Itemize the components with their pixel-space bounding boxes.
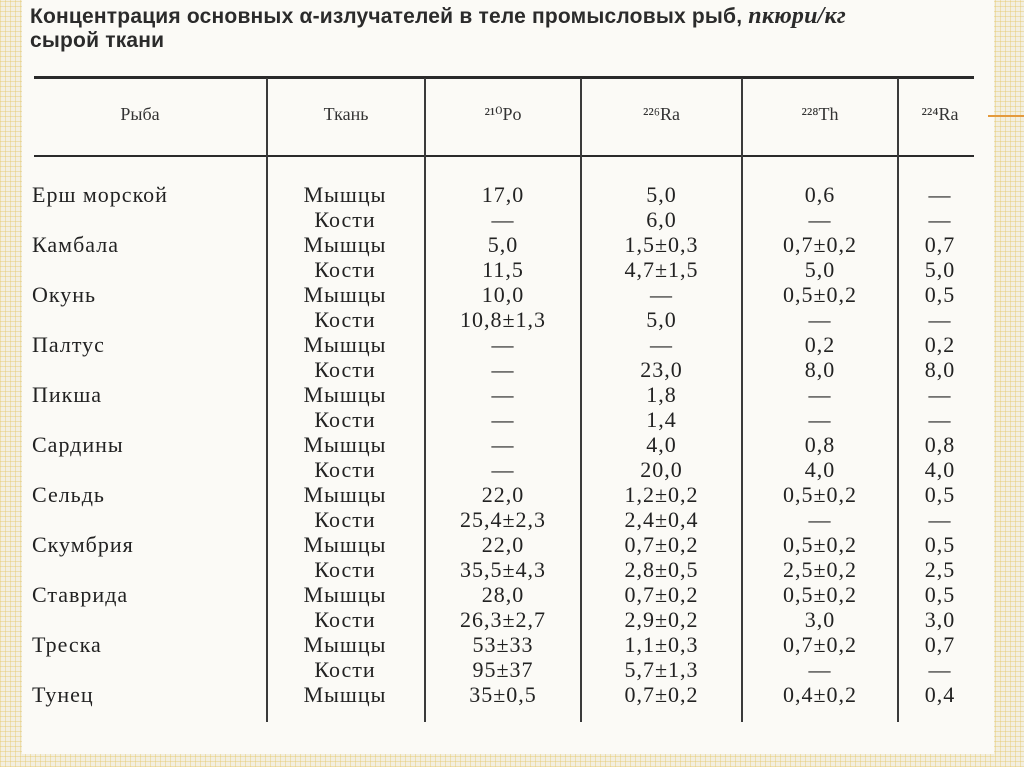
column-divider (741, 78, 743, 722)
cell-ra224: — (928, 307, 952, 332)
cell-ra226: 6,0 (646, 207, 677, 232)
cell-po210: 95±37 (472, 657, 534, 682)
cell-ra226: — (650, 332, 673, 357)
cell-th228: 0,4±0,2 (782, 682, 858, 707)
cell-ra224: 0,2 (924, 332, 956, 357)
cell-ra226: 4,0 (646, 432, 677, 457)
column-divider (424, 78, 426, 722)
cell-tissue: Кости (314, 407, 376, 432)
cell-po210: — (491, 207, 515, 232)
header-po210: ²¹⁰Po (484, 104, 522, 124)
cell-ra226: 1,5±0,3 (624, 232, 699, 257)
cell-ra226: 0,7±0,2 (624, 682, 699, 707)
cell-th228: — (808, 407, 832, 432)
cell-po210: 11,5 (482, 257, 524, 282)
cell-ra226: 0,7±0,2 (624, 532, 699, 557)
cell-po210: 10,0 (481, 282, 525, 307)
cell-ra224: — (928, 182, 952, 207)
cell-th228: 2,5±0,2 (782, 557, 858, 582)
cell-tissue: Мышцы (303, 182, 387, 207)
column-divider (266, 78, 268, 722)
cell-tissue: Кости (314, 657, 376, 682)
cell-tissue: Мышцы (303, 382, 387, 407)
cell-tissue: Кости (314, 257, 376, 282)
cell-tissue: Кости (314, 507, 376, 532)
cell-th228: 4,0 (804, 457, 836, 482)
cell-tissue: Мышцы (303, 532, 387, 557)
cell-po210: 22,0 (481, 532, 525, 557)
column-divider (897, 78, 899, 722)
cell-ra224: 3,0 (924, 607, 956, 632)
cell-po210: 35±0,5 (469, 682, 537, 707)
cell-ra224: 0,7 (924, 232, 956, 257)
cell-po210: 25,4±2,3 (459, 507, 547, 532)
cell-ra224: — (928, 657, 952, 682)
cell-ra226: 5,0 (646, 182, 677, 207)
header-tissue: Ткань (323, 104, 369, 124)
cell-tissue: Мышцы (303, 332, 387, 357)
cell-po210: — (491, 407, 515, 432)
cell-ra226: 5,0 (646, 307, 677, 332)
cell-th228: — (808, 657, 832, 682)
cell-ra224: 0,5 (924, 582, 956, 607)
header-th228: ²²⁸Th (801, 104, 839, 124)
cell-tissue: Кости (314, 357, 376, 382)
cell-ra226: 1,1±0,3 (624, 632, 699, 657)
cell-po210: — (491, 457, 515, 482)
cell-th228: 0,5±0,2 (782, 532, 858, 557)
cell-th228: 0,5±0,2 (782, 482, 858, 507)
cell-ra226: 1,8 (646, 382, 677, 407)
cell-ra226: 2,9±0,2 (624, 607, 699, 632)
cell-ra224: 0,4 (924, 682, 956, 707)
cell-po210: 28,0 (481, 582, 525, 607)
cell-tissue: Мышцы (303, 582, 387, 607)
column-divider (580, 78, 582, 722)
cell-th228: 0,5±0,2 (782, 582, 858, 607)
header-fish: Рыба (120, 104, 160, 124)
cell-po210: 17,0 (481, 182, 525, 207)
caption-unit: пкюри/кг (748, 3, 846, 29)
cell-fish: Треска (32, 632, 102, 657)
cell-th228: 0,5±0,2 (782, 282, 858, 307)
cell-fish: Тунец (32, 682, 94, 707)
cell-ra224: — (928, 382, 952, 407)
cell-tissue: Мышцы (303, 682, 387, 707)
cell-th228: — (808, 307, 832, 332)
cell-ra224: 5,0 (924, 257, 956, 282)
cell-po210: — (491, 432, 515, 457)
cell-tissue: Кости (314, 607, 376, 632)
cell-tissue: Мышцы (303, 482, 387, 507)
cell-po210: — (491, 382, 515, 407)
cell-ra226: — (650, 282, 673, 307)
cell-th228: 3,0 (804, 607, 836, 632)
cell-th228: — (808, 382, 832, 407)
cell-th228: 8,0 (804, 357, 836, 382)
cell-ra224: 0,5 (924, 532, 956, 557)
table-top-rule (34, 76, 974, 79)
cell-ra224: — (928, 407, 952, 432)
cell-ra226: 0,7±0,2 (624, 582, 699, 607)
slide-accent-line (988, 115, 1024, 117)
cell-ra226: 4,7±1,5 (624, 257, 699, 282)
cell-po210: — (491, 332, 515, 357)
cell-th228: 0,2 (804, 332, 836, 357)
cell-tissue: Кости (314, 307, 376, 332)
caption-line2: сырой ткани (30, 29, 165, 52)
cell-po210: 10,8±1,3 (459, 307, 547, 332)
cell-th228: 5,0 (804, 257, 836, 282)
cell-tissue: Кости (314, 207, 376, 232)
cell-fish: Сардины (32, 432, 124, 457)
cell-ra224: 0,7 (924, 632, 956, 657)
cell-fish: Ставрида (32, 582, 129, 607)
cell-po210: 5,0 (487, 232, 519, 257)
cell-th228: 0,7±0,2 (782, 232, 858, 257)
cell-ra224: 0,8 (924, 432, 956, 457)
table-header-rule (34, 155, 974, 157)
caption-line1: Концентрация основных α-излучателей в теле промысловых рыб, (30, 5, 743, 28)
cell-th228: 0,6 (804, 182, 836, 207)
cell-ra224: 8,0 (924, 357, 956, 382)
cell-fish: Скумбрия (32, 532, 134, 557)
cell-ra226: 2,4±0,4 (624, 507, 699, 532)
table-caption (30, 4, 990, 53)
cell-th228: — (808, 207, 832, 232)
cell-po210: 26,3±2,7 (459, 607, 547, 632)
cell-tissue: Мышцы (303, 632, 387, 657)
cell-fish: Палтус (32, 332, 105, 357)
cell-ra226: 5,7±1,3 (624, 657, 699, 682)
cell-ra224: 0,5 (924, 482, 956, 507)
cell-th228: 0,8 (804, 432, 836, 457)
cell-fish: Сельдь (32, 482, 105, 507)
cell-tissue: Кости (314, 457, 376, 482)
cell-tissue: Кости (314, 557, 376, 582)
cell-fish: Камбала (32, 232, 119, 257)
cell-tissue: Мышцы (303, 432, 387, 457)
cell-th228: — (808, 507, 832, 532)
cell-ra224: 4,0 (924, 457, 956, 482)
cell-ra224: 2,5 (924, 557, 956, 582)
cell-po210: 22,0 (481, 482, 525, 507)
cell-ra224: — (928, 207, 952, 232)
header-ra226: ²²⁶Ra (642, 104, 681, 124)
cell-ra224: — (928, 507, 952, 532)
cell-po210: 35,5±4,3 (459, 557, 547, 582)
cell-ra224: 0,5 (924, 282, 956, 307)
cell-tissue: Мышцы (303, 282, 387, 307)
cell-ra226: 1,4 (646, 407, 677, 432)
cell-fish: Ерш морской (32, 182, 168, 207)
cell-fish: Пикша (32, 382, 103, 407)
cell-po210: — (491, 357, 515, 382)
header-ra224: ²²⁴Ra (921, 104, 959, 124)
cell-po210: 53±33 (472, 632, 534, 657)
cell-ra226: 23,0 (640, 357, 683, 382)
cell-tissue: Мышцы (303, 232, 387, 257)
cell-fish: Окунь (32, 282, 97, 307)
cell-ra226: 2,8±0,5 (624, 557, 699, 582)
cell-ra226: 20,0 (640, 457, 683, 482)
cell-th228: 0,7±0,2 (782, 632, 858, 657)
cell-ra226: 1,2±0,2 (624, 482, 699, 507)
